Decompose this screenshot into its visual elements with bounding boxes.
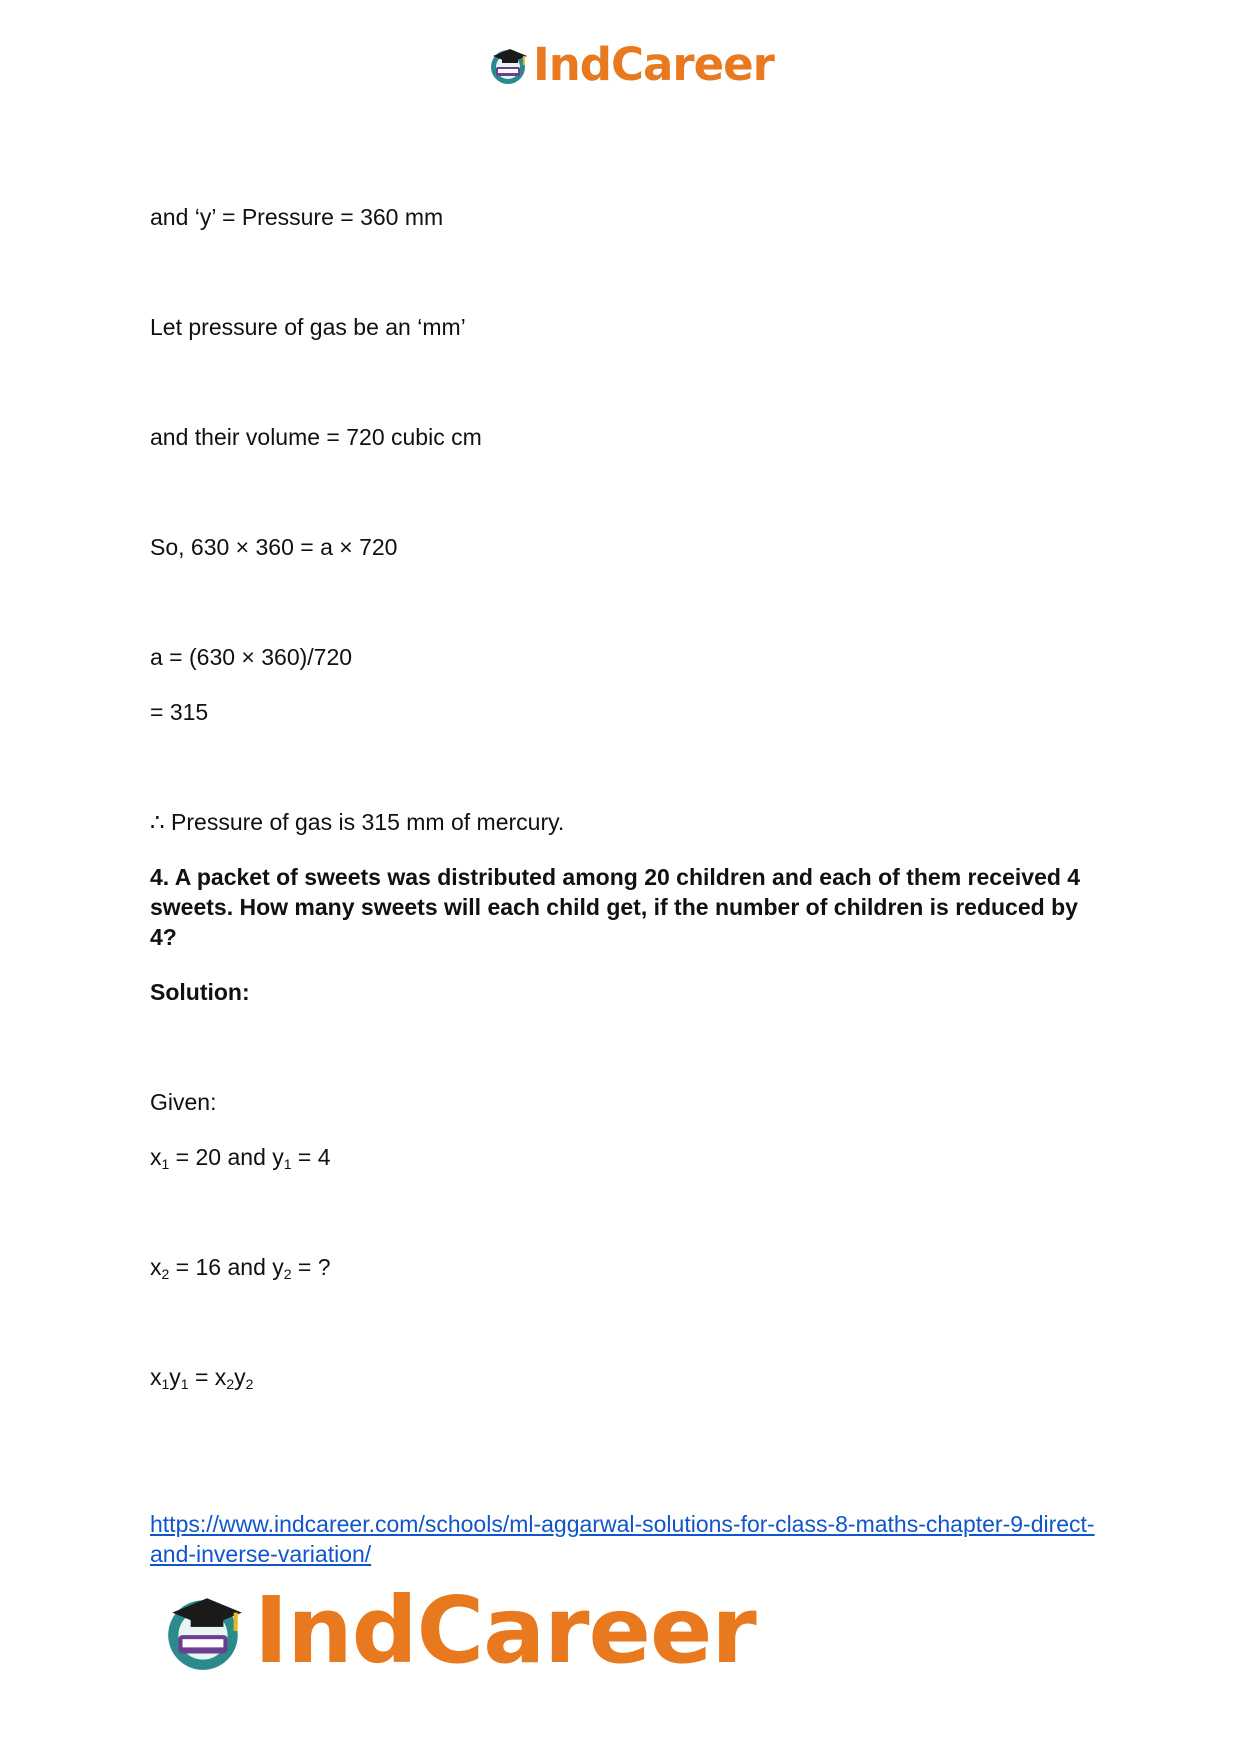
question-4: 4. A packet of sweets was distributed among 20 children and each of them received 4 sweets. How many sweets will each child get, if the number of children is reduced by 4? [150, 864, 1081, 950]
text-line-result: = 315 [150, 699, 209, 725]
text-line-let-pressure: Let pressure of gas be an ‘mm’ [150, 314, 466, 340]
footer-logo-text: IndCareer [254, 1577, 756, 1684]
equation-x1-y1: $x_1 = 20$ and $y_1 = 4$ [150, 1144, 331, 1172]
graduation-cap-book-icon [160, 1586, 250, 1676]
equation-product: $x_1y_1 = x_2y_2$ [150, 1364, 254, 1392]
equation-x2-y2: $x_2 = 16$ and $y_2$ = ? [150, 1254, 331, 1282]
header-logo [487, 40, 774, 90]
text-line-equation: So, 630 × 360 = a × 720 [150, 534, 398, 560]
given-label: Given: [150, 1089, 217, 1115]
text-line-volume: and their volume = 720 cubic cm [150, 424, 482, 450]
text-line-pressure-y: and ‘y’ = Pressure = 360 mm [150, 204, 444, 230]
header-logo-text: IndCareer [533, 38, 774, 91]
text-line-a-formula: a = (630 × 360)/720 [150, 644, 353, 670]
text-line-conclusion: ∴ Pressure of gas is 315 mm of mercury. [150, 809, 565, 835]
footer-logo [160, 1577, 756, 1684]
graduation-cap-book-icon [487, 43, 531, 87]
source-url-link[interactable]: https://www.indcareer.com/schools/ml-aggarwal-solutions-for-class-8-maths-chapter-9-direct-and-inverse-variation/ [150, 1511, 1095, 1567]
solution-label: Solution: [150, 979, 250, 1005]
